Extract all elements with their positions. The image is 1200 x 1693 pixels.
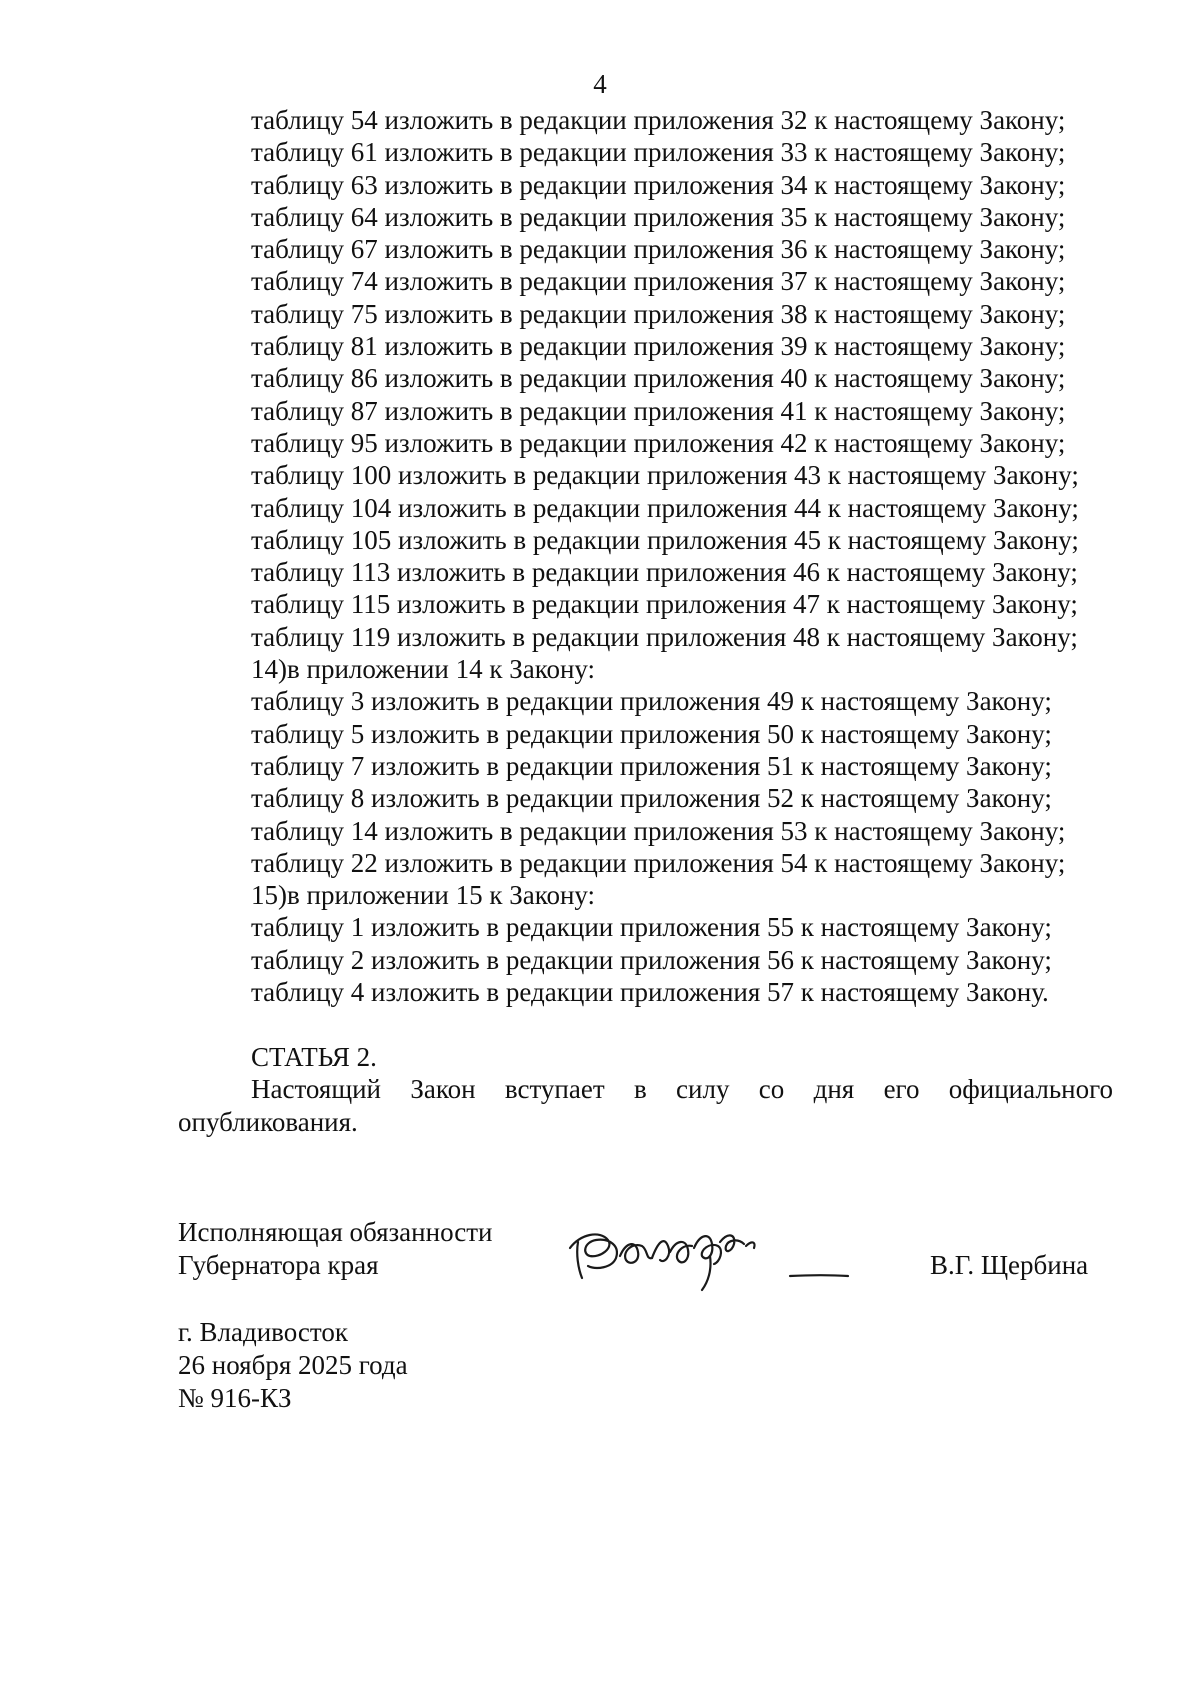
- section-heading: 14)в приложении 14 к Закону:: [251, 654, 596, 685]
- list-item: таблицу 87 изложить в редакции приложения 41 к настоящему Закону;: [251, 395, 1066, 426]
- list-item: таблицу 14 изложить в редакции приложения 53 к настоящему Закону;: [251, 815, 1066, 846]
- list-item: таблицу 119 изложить в редакции приложения 48 к настоящему Закону;: [251, 621, 1078, 652]
- list-item: таблицу 113 изложить в редакции приложения 46 к настоящему Закону;: [251, 557, 1078, 588]
- handwritten-signature: [560, 1212, 850, 1302]
- date: 26 ноября 2025 года: [178, 1350, 408, 1380]
- list-item: таблицу 67 изложить в редакции приложения 36 к настоящему Закону;: [251, 234, 1066, 265]
- list-item: таблицу 3 изложить в редакции приложения 49 к настоящему Закону;: [251, 686, 1052, 717]
- list-item: таблицу 104 изложить в редакции приложения 44 к настоящему Закону;: [251, 492, 1079, 523]
- list-item: таблицу 22 изложить в редакции приложения 54 к настоящему Закону;: [251, 847, 1066, 878]
- list-item: таблицу 63 изложить в редакции приложения 34 к настоящему Закону;: [251, 169, 1066, 200]
- law-number: № 916-КЗ: [178, 1383, 292, 1413]
- signatory-position: [178, 1216, 492, 1282]
- list-item: таблицу 86 изложить в редакции приложения 40 к настоящему Закону;: [251, 363, 1066, 394]
- list-item: таблицу 105 изложить в редакции приложения 45 к настоящему Закону;: [251, 524, 1079, 555]
- amendment-list: [251, 104, 1131, 1008]
- list-item: таблицу 4 изложить в редакции приложения 57 к настоящему Закону.: [251, 977, 1049, 1008]
- position-line: Исполняющая обязанности: [178, 1217, 493, 1247]
- position-line: Губернатора края: [178, 1250, 379, 1280]
- list-item: таблицу 7 изложить в редакции приложения 51 к настоящему Закону;: [251, 750, 1052, 781]
- list-item: таблицу 100 изложить в редакции приложения 43 к настоящему Закону;: [251, 460, 1079, 491]
- list-item: таблицу 8 изложить в редакции приложения 52 к настоящему Закону;: [251, 783, 1052, 814]
- list-item: таблицу 61 изложить в редакции приложения 33 к настоящему Закону;: [251, 137, 1066, 168]
- list-item: таблицу 74 изложить в редакции приложения 37 к настоящему Закону;: [251, 266, 1066, 297]
- signatory-name: В.Г. Щербина: [930, 1250, 1089, 1280]
- list-item: таблицу 115 изложить в редакции приложения 47 к настоящему Закону;: [251, 589, 1078, 620]
- document-footer: [178, 1316, 408, 1415]
- list-item: таблицу 95 изложить в редакции приложения 42 к настоящему Закону;: [251, 427, 1066, 458]
- page-number: 4: [593, 69, 607, 99]
- city: г. Владивосток: [178, 1317, 348, 1347]
- list-item: таблицу 64 изложить в редакции приложения 35 к настоящему Закону;: [251, 201, 1066, 232]
- list-item: таблицу 5 изложить в редакции приложения 50 к настоящему Закону;: [251, 718, 1052, 749]
- section-heading: 15)в приложении 15 к Закону:: [251, 880, 596, 911]
- list-item: таблицу 54 изложить в редакции приложения 32 к настоящему Закону;: [251, 105, 1066, 135]
- article-heading: СТАТЬЯ 2.: [251, 1042, 377, 1072]
- list-item: таблицу 1 изложить в редакции приложения 55 к настоящему Закону;: [251, 912, 1052, 943]
- article-text: Настоящий Закон вступает в силу со дня его официального опубликования.: [178, 1074, 1113, 1137]
- list-item: таблицу 2 изложить в редакции приложения 56 к настоящему Закону;: [251, 944, 1052, 975]
- list-item: таблицу 75 изложить в редакции приложения 38 к настоящему Закону;: [251, 298, 1066, 329]
- list-item: таблицу 81 изложить в редакции приложения 39 к настоящему Закону;: [251, 331, 1066, 362]
